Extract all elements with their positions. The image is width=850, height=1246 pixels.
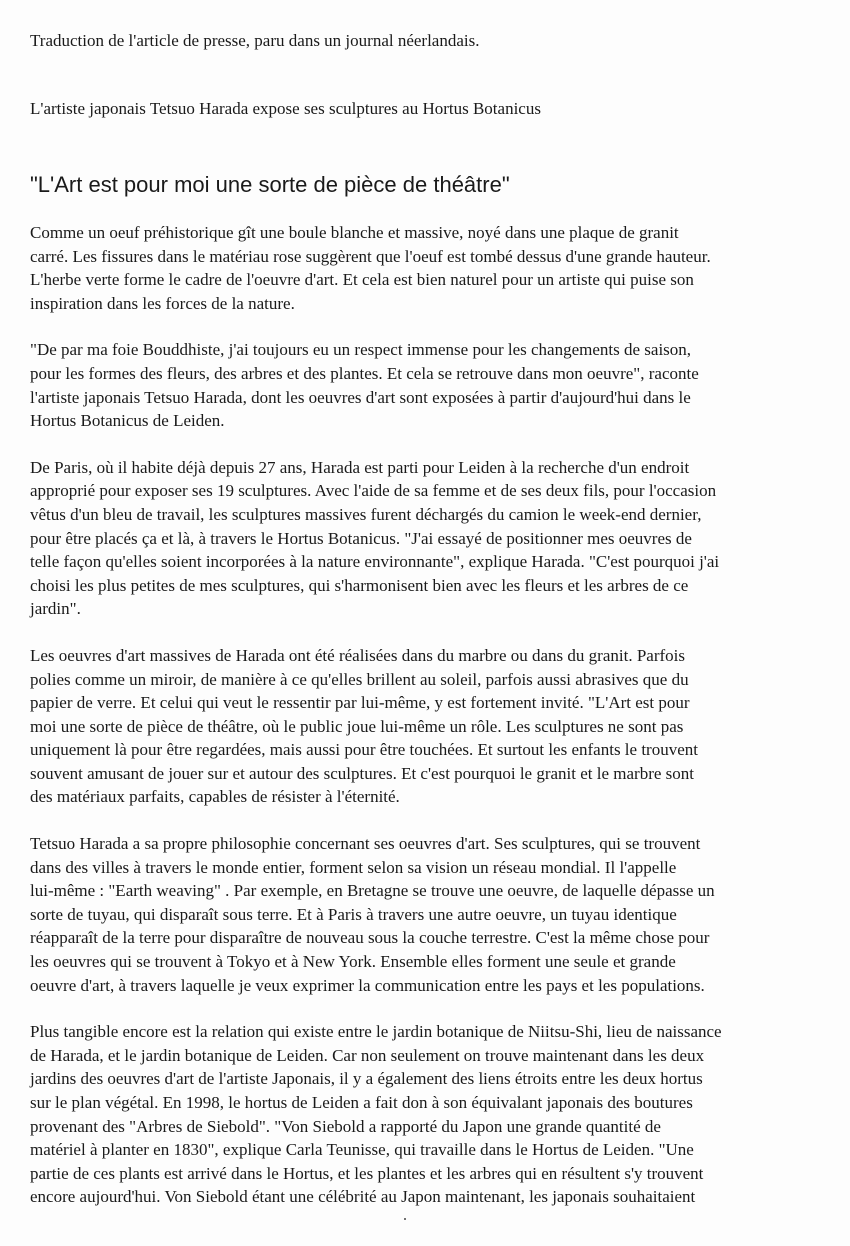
paragraph-line: des matériaux parfaits, capables de résister à l'éternité. bbox=[30, 787, 400, 807]
paragraph-line: uniquement là pour être regardées, mais aussi pour être touchées. Et surtout les enfants le trouvent bbox=[30, 740, 698, 760]
paragraph-line: Hortus Botanicus de Leiden. bbox=[30, 411, 225, 431]
paragraph-line: l'artiste japonais Tetsuo Harada, dont les oeuvres d'art sont exposées à partir d'aujourd'hui dans le bbox=[30, 387, 691, 407]
paragraph-line: jardin". bbox=[30, 599, 81, 619]
paragraph-1 bbox=[30, 221, 830, 315]
paragraph-4 bbox=[30, 644, 830, 809]
paragraph-line: oeuvre d'art, à travers laquelle je veux exprimer la communication entre les pays et les populations. bbox=[30, 975, 705, 995]
paragraph-line: lui-même : "Earth weaving" . Par exemple, en Bretagne se trouve une oeuvre, de laquelle dépasse un bbox=[30, 881, 715, 901]
paragraph-line: moi une sorte de pièce de théâtre, où le public joue lui-même un rôle. Les sculptures ne sont pas bbox=[30, 716, 684, 736]
paragraph-line: Tetsuo Harada a sa propre philosophie concernant ses oeuvres d'art. Ses sculptures, qui se trouvent bbox=[30, 834, 701, 854]
paragraph-line: jardins des oeuvres d'art de l'artiste Japonais, il y a également des liens étroits entre les deux hortus bbox=[30, 1069, 703, 1089]
paragraph-line: les oeuvres qui se trouvent à Tokyo et à New York. Ensemble elles forment une seule et grande bbox=[30, 952, 676, 972]
paragraph-line: encore aujourd'hui. Von Siebold étant une célébrité au Japon maintenant, les japonais souhaitaient bbox=[30, 1187, 696, 1207]
paragraph-3 bbox=[30, 456, 830, 621]
paragraph-line: choisi les plus petites de mes sculptures, qui s'harmonisent bien avec les fleurs et les arbres de ce bbox=[30, 575, 689, 595]
paragraph-line: Plus tangible encore est la relation qui existe entre le jardin botanique de Niitsu-Shi, lieu de naissance bbox=[30, 1022, 722, 1042]
paragraph-line: pour les formes des fleurs, des arbres et des plantes. Et cela se retrouve dans mon oeuvre", raconte bbox=[30, 363, 699, 383]
paragraph-line: papier de verre. Et celui qui veut le ressentir par lui-même, y est fortement invité. "L'Art est pour bbox=[30, 693, 690, 713]
paragraph-line: Comme un oeuf préhistorique gît une boule blanche et massive, noyé dans une plaque de granit bbox=[30, 223, 679, 242]
paragraph-line: dans des villes à travers le monde entier, forment selon sa vision un réseau mondial. Il l'appelle bbox=[30, 857, 677, 877]
paragraph-5 bbox=[30, 832, 830, 997]
paragraph-line: inspiration dans les forces de la nature. bbox=[30, 293, 295, 313]
article-headline: "L'Art est pour moi une sorte de pièce de théâtre" bbox=[30, 172, 510, 197]
paragraph-line: vêtus d'un bleu de travail, les sculptures massives furent déchargés du camion le week-end dernier, bbox=[30, 504, 702, 524]
paragraph-line: provenant des "Arbres de Siebold". "Von Siebold a rapporté du Japon une grande quantité de bbox=[30, 1116, 661, 1136]
paragraph-line: polies comme un miroir, de manière à ce qu'elles brillent au soleil, parfois aussi abrasives que du bbox=[30, 669, 689, 689]
paragraph-line: de Harada, et le jardin botanique de Leiden. Car non seulement on trouve maintenant dans les deux bbox=[30, 1045, 705, 1065]
article-body bbox=[30, 221, 830, 1232]
paragraph-line: Les oeuvres d'art massives de Harada ont été réalisées dans du marbre ou dans du granit. Parfois bbox=[30, 645, 685, 665]
paragraph-2 bbox=[30, 338, 830, 432]
scan-speck bbox=[404, 1218, 406, 1220]
paragraph-line: partie de ces plants est arrivé dans le Hortus, et les plantes et les arbres qui en résultent s'y trouvent bbox=[30, 1163, 704, 1183]
paragraph-6 bbox=[30, 1020, 830, 1209]
paragraph-line: "De par ma foie Bouddhiste, j'ai toujours eu un respect immense pour les changements de saison, bbox=[30, 340, 692, 360]
document-intro: Traduction de l'article de presse, paru dans un journal néerlandais. bbox=[30, 31, 480, 50]
paragraph-line: pour être placés ça et là, à travers le Hortus Botanicus. "J'ai essayé de positionner mes oeuvres de bbox=[30, 528, 692, 548]
paragraph-line: approprié pour exposer ses 19 sculptures. Avec l'aide de sa femme et de ses deux fils, pour l'occasion bbox=[30, 481, 717, 501]
paragraph-line: sur le plan végétal. En 1998, le hortus de Leiden a fait don à son équivalant japonais des boutures bbox=[30, 1093, 693, 1112]
paragraph-line: De Paris, où il habite déjà depuis 27 ans, Harada est parti pour Leiden à la recherche d'un endroit bbox=[30, 457, 690, 477]
article-subhead: L'artiste japonais Tetsuo Harada expose ses sculptures au Hortus Botanicus bbox=[30, 99, 541, 118]
paragraph-line: telle façon qu'elles soient incorporées à la nature environnante", explique Harada. "C'est pourquoi j'ai bbox=[30, 552, 720, 572]
paragraph-line: carré. Les fissures dans le matériau rose suggèrent que l'oeuf est tombé dessus d'une grande hauteur. bbox=[30, 246, 711, 266]
paragraph-line: L'herbe verte forme le cadre de l'oeuvre d'art. Et cela est bien naturel pour un artiste qui puise son bbox=[30, 270, 694, 290]
paragraph-line: réapparaît de la terre pour disparaître de nouveau sous la couche terrestre. C'est la même chose pour bbox=[30, 928, 710, 948]
paragraph-line: souvent amusant de jouer sur et autour des sculptures. Et c'est pourquoi le granit et le marbre sont bbox=[30, 763, 694, 783]
paragraph-line: matériel à planter en 1830", explique Carla Teunisse, qui travaille dans le Hortus de Leiden. "Une bbox=[30, 1140, 694, 1160]
paragraph-line: sorte de tuyau, qui disparaît sous terre. Et à Paris à travers une autre oeuvre, un tuyau identique bbox=[30, 904, 677, 924]
